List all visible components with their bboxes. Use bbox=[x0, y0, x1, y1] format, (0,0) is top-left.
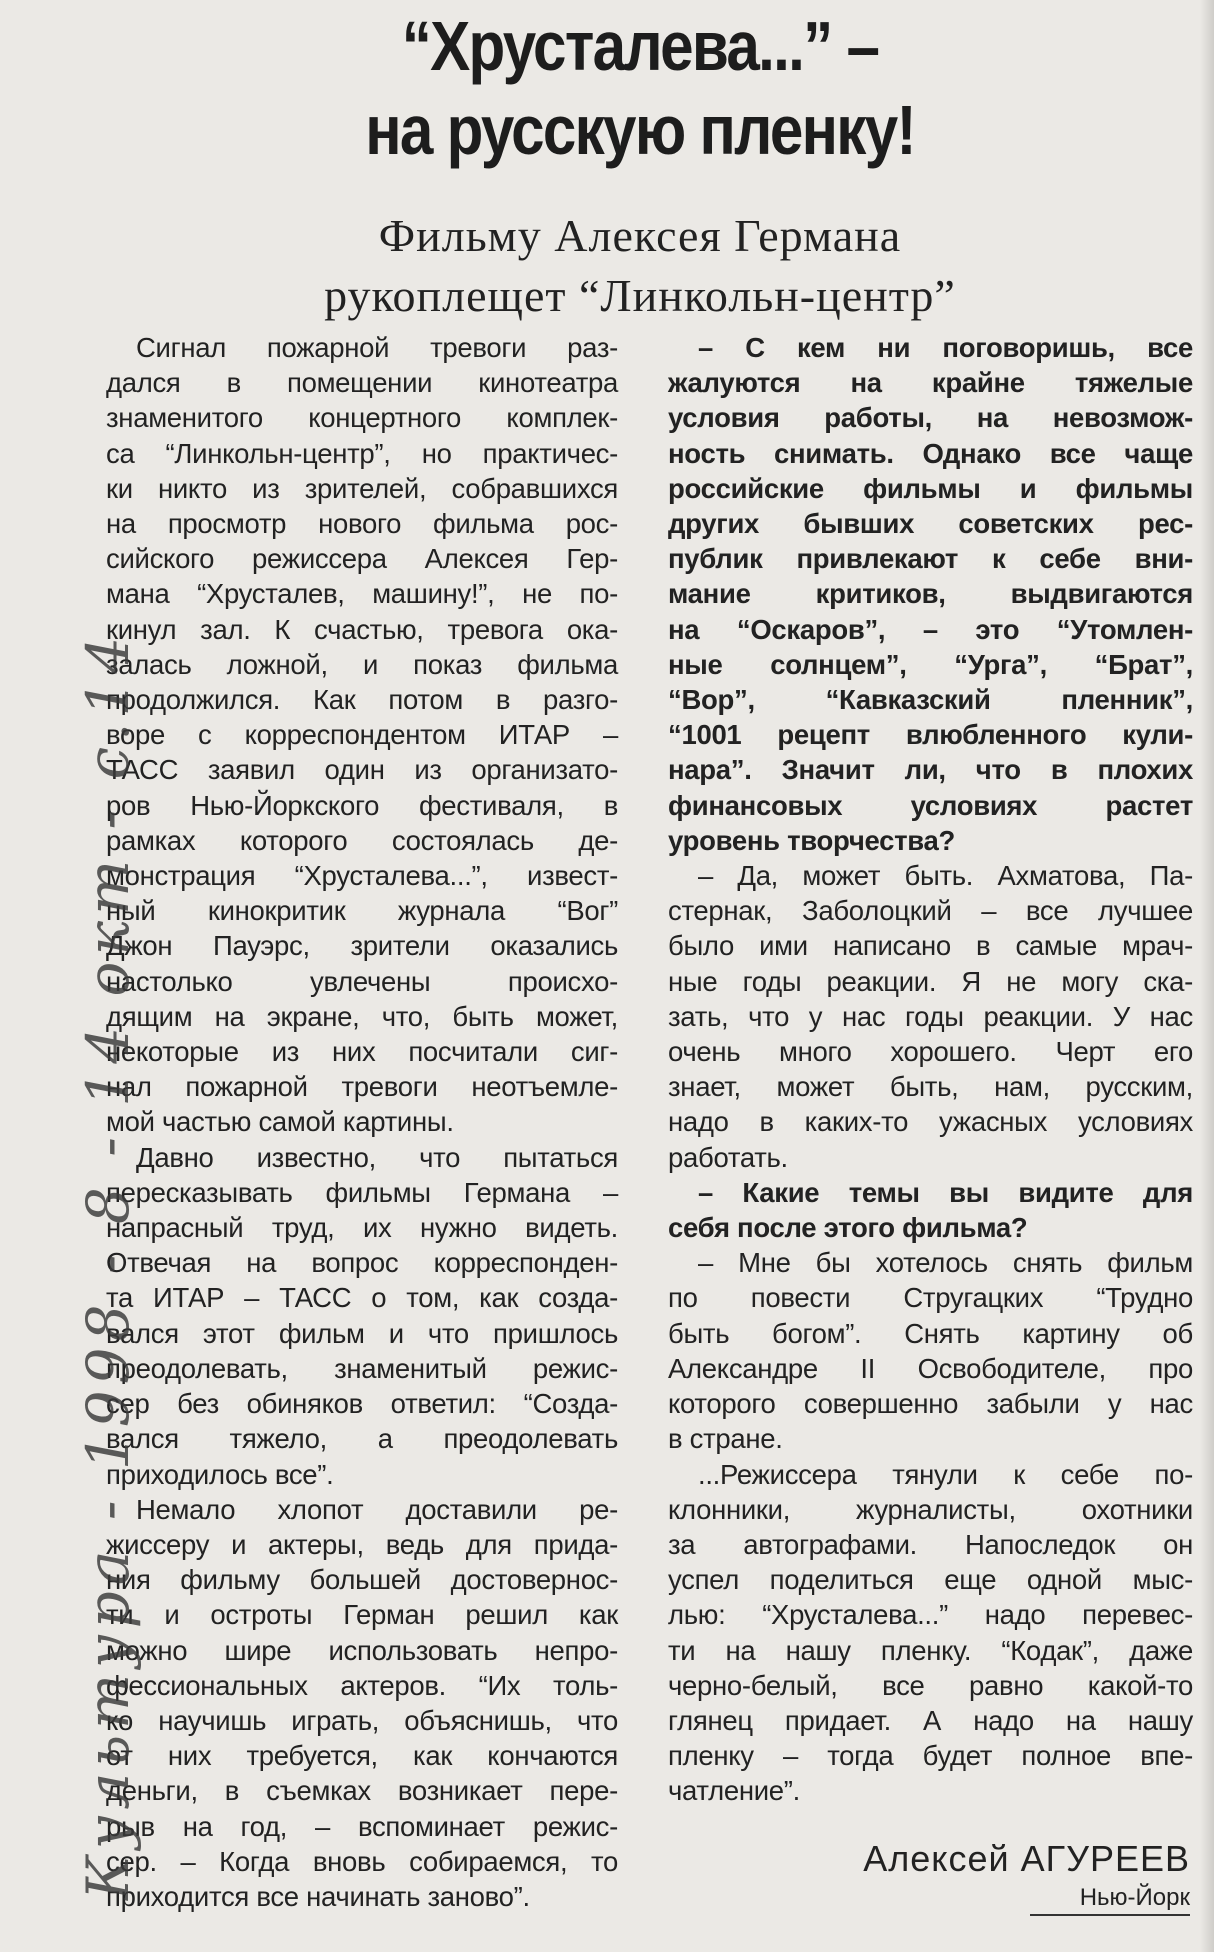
left-column-line: дался в помещении кинотеатра bbox=[106, 367, 618, 399]
right-column-line: быть богом”. Снять картину об bbox=[668, 1317, 1193, 1349]
right-column-line: – С кем ни поговоришь, все bbox=[698, 332, 1193, 363]
left-column bbox=[106, 330, 618, 1914]
left-column-line: пересказывать фильмы Германа – bbox=[106, 1176, 618, 1208]
right-column-line: – Мне бы хотелось снять фильм bbox=[698, 1247, 1193, 1279]
left-column-line: на просмотр нового фильма рос- bbox=[106, 508, 618, 540]
left-column-line: ния фильму большей достовернос- bbox=[106, 1564, 618, 1596]
right-column-line: ные солнцем”, “Урга”, “Брат”, bbox=[668, 648, 1193, 680]
right-column-line: жалуются на крайне тяжелые bbox=[668, 367, 1193, 399]
right-column-line: в стране. bbox=[668, 1423, 783, 1455]
left-column-line: жиссеру и актеры, ведь для прида- bbox=[106, 1528, 618, 1560]
right-column-line: очень много хорошего. Черт его bbox=[668, 1036, 1193, 1068]
subtitle-line-1: Фильму Алексея Германа bbox=[378, 210, 902, 261]
left-column-line: ти и остроты Герман решил как bbox=[106, 1599, 618, 1631]
left-column-line: монстрация “Хрусталева...”, извест- bbox=[106, 860, 618, 892]
left-column-line: та ИТАР – ТАСС о том, как созда- bbox=[106, 1282, 618, 1314]
left-column-line: вался тяжело, а преодолевать bbox=[106, 1423, 618, 1455]
right-column-line: ные годы реакции. Я не могу ска- bbox=[668, 965, 1193, 997]
left-column-line: залась ложной, и показ фильма bbox=[106, 648, 618, 680]
right-column-line: черно-белый, все равно какой-то bbox=[668, 1669, 1193, 1701]
right-column-line: на “Оскаров”, – это “Утомлен- bbox=[668, 613, 1193, 645]
title-line-2: на русскую пленку! bbox=[365, 91, 915, 169]
right-column-line: ти на нашу пленку. “Кодак”, даже bbox=[668, 1634, 1193, 1666]
right-column-line: “1001 рецепт влюбленного кули- bbox=[668, 719, 1193, 751]
left-column-line: знаменитого концертного комплек- bbox=[106, 402, 618, 434]
right-column-line: уровень творчества? bbox=[668, 824, 956, 856]
right-column-line: успел поделиться еще одной мыс- bbox=[668, 1564, 1193, 1596]
left-column-line: ный кинокритик журнала “Вог” bbox=[106, 895, 618, 927]
article-title bbox=[322, 4, 958, 172]
right-column-line: условия работы, на невозмож- bbox=[668, 402, 1193, 434]
right-column-line: работать. bbox=[668, 1141, 788, 1173]
title-line-1: “Хрусталева...” – bbox=[401, 7, 879, 85]
left-column-line: преодолевать, знаменитый режис- bbox=[106, 1352, 618, 1384]
right-column-line: глянец придает. А надо на нашу bbox=[668, 1704, 1193, 1736]
right-column-line: финансовых условиях растет bbox=[668, 789, 1193, 821]
right-column-line: ...Режиссера тянули к себе по- bbox=[698, 1458, 1193, 1490]
right-column-line: ность снимать. Однако все чаще bbox=[668, 437, 1193, 469]
left-column-line: некоторые из них посчитали сиг- bbox=[106, 1036, 618, 1068]
left-column-line: дящим на экране, что, быть может, bbox=[106, 1000, 618, 1032]
right-column-line: других бывших советских рес- bbox=[668, 508, 1193, 540]
right-column-line: за автографами. Напоследок он bbox=[668, 1528, 1193, 1560]
byline-city: Нью-Йорк bbox=[1030, 1884, 1190, 1916]
right-column-line: которого совершенно забыли у нас bbox=[668, 1388, 1193, 1420]
right-column-line: “Вор”, “Кавказский пленник”, bbox=[668, 684, 1193, 716]
left-column-line: напрасный труд, их нужно видеть. bbox=[106, 1212, 618, 1244]
author-byline: Алексей АГУРЕЕВ bbox=[863, 1838, 1190, 1879]
scan-edge bbox=[1200, 0, 1214, 1952]
left-column-line: нал пожарной тревоги неотъемле- bbox=[106, 1071, 618, 1103]
left-column-line: фессиональных актеров. “Их толь- bbox=[106, 1669, 618, 1701]
right-column-line: чатление”. bbox=[668, 1775, 800, 1807]
left-column-line: продолжился. Как потом в разго- bbox=[106, 684, 618, 716]
left-column-line: воре с корреспондентом ИТАР – bbox=[106, 719, 618, 751]
right-column-line: себя после этого фильма? bbox=[668, 1212, 1028, 1244]
right-column-line: было ими написано в самые мрач- bbox=[668, 930, 1193, 962]
left-column-line: рамках которого состоялась де- bbox=[106, 824, 618, 856]
article-subtitle bbox=[230, 206, 1050, 326]
left-column-line: Джон Пауэрс, зрители оказались bbox=[106, 930, 618, 962]
left-column-line: Немало хлопот доставили ре- bbox=[136, 1493, 618, 1525]
left-column-line: ки никто из зрителей, собравшихся bbox=[106, 472, 618, 504]
right-column-line: лью: “Хрусталева...” надо перевес- bbox=[668, 1599, 1193, 1631]
left-column-line: настолько увлечены происхо- bbox=[106, 965, 618, 997]
right-column-line: знает, может быть, нам, русским, bbox=[668, 1071, 1193, 1103]
left-column-line: мой частью самой картины. bbox=[106, 1106, 454, 1138]
left-column-line: приходилось все”. bbox=[106, 1458, 334, 1490]
left-column-line: Давно известно, что пытаться bbox=[136, 1141, 618, 1173]
right-column-line: стернак, Заболоцкий – все лучшее bbox=[668, 895, 1193, 927]
left-column-line: са “Линкольн-центр”, но практичес- bbox=[106, 437, 618, 469]
right-column-line: нара”. Значит ли, что в плохих bbox=[668, 754, 1193, 786]
left-column-line: ко научишь играть, объяснишь, что bbox=[106, 1704, 618, 1736]
handwritten-note: Культура - 1998 - 8 - 14 окт - с.14 bbox=[74, 630, 142, 1900]
left-column-line: Отвечая на вопрос корреспонден- bbox=[106, 1247, 618, 1279]
left-column-line: можно шире использовать непро- bbox=[106, 1634, 618, 1666]
right-column-line: мание критиков, выдвигаются bbox=[668, 578, 1193, 610]
right-column-line: Александре II Освободителе, про bbox=[668, 1352, 1193, 1384]
left-column-line: рыв на год, – вспоминает режис- bbox=[106, 1810, 618, 1842]
right-column-line: – Какие темы вы видите для bbox=[698, 1176, 1193, 1208]
left-column-line: сер. – Когда вновь собираемся, то bbox=[106, 1845, 618, 1877]
left-column-line: мана “Хрусталев, машину!”, не по- bbox=[106, 578, 618, 610]
left-column-line: Сигнал пожарной тревоги раз- bbox=[136, 332, 618, 363]
right-column-line: клонники, журналисты, охотники bbox=[668, 1493, 1193, 1525]
left-column-line: ров Нью-Йоркского фестиваля, в bbox=[106, 789, 618, 821]
left-column-line: ТАСС заявил один из организато- bbox=[106, 754, 618, 786]
right-column-line: зать, что у нас годы реакции. У нас bbox=[668, 1000, 1193, 1032]
subtitle-line-2: рукоплещет “Линкольн-центр” bbox=[324, 270, 956, 321]
right-column-line: по повести Стругацких “Трудно bbox=[668, 1282, 1193, 1314]
left-column-line: деньги, в съемках возникает пере- bbox=[106, 1775, 618, 1807]
left-column-line: сийского режиссера Алексея Гер- bbox=[106, 543, 618, 575]
right-column-line: пленку – тогда будет полное впе- bbox=[668, 1740, 1193, 1772]
right-column-line: публик привлекают к себе вни- bbox=[668, 543, 1193, 575]
left-column-line: сер без обиняков ответил: “Созда- bbox=[106, 1388, 618, 1420]
left-column-line: вался этот фильм и что пришлось bbox=[106, 1317, 618, 1349]
right-column-line: надо в каких-то ужасных условиях bbox=[668, 1106, 1193, 1138]
left-column-line: от них требуется, как кончаются bbox=[106, 1740, 618, 1772]
left-column-line: приходится все начинать заново”. bbox=[106, 1880, 530, 1912]
right-column-line: – Да, может быть. Ахматова, Па- bbox=[698, 860, 1193, 892]
right-column bbox=[668, 330, 1193, 1809]
left-column-line: кинул зал. К счастью, тревога ока- bbox=[106, 613, 618, 645]
right-column-line: российские фильмы и фильмы bbox=[668, 472, 1193, 504]
